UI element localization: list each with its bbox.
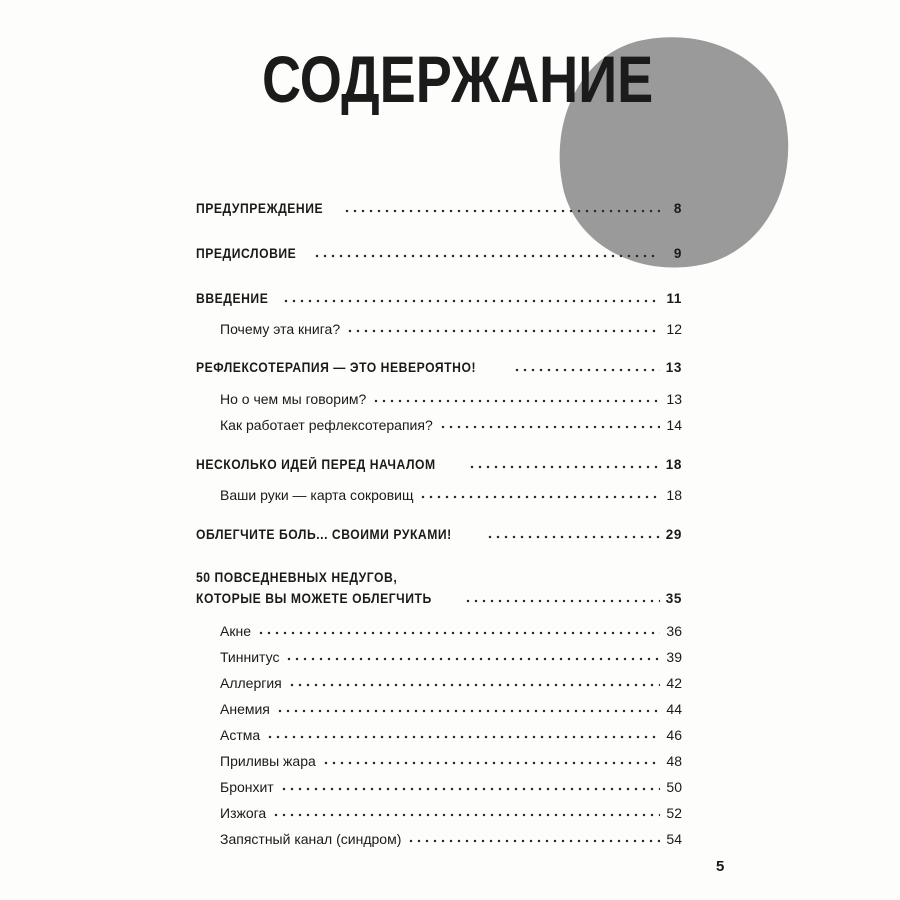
toc-entry xyxy=(196,314,682,338)
dot-leader xyxy=(513,367,660,373)
toc-entry-label: Аллергия xyxy=(220,675,282,691)
toc-entry-page: 54 xyxy=(666,831,682,847)
toc-entry-label: Изжога xyxy=(220,805,267,821)
toc-entry xyxy=(196,694,682,718)
toc-entry-label: Как работает рефлексотерапия? xyxy=(220,417,433,433)
toc-entry-page: 44 xyxy=(666,701,682,717)
toc-entry xyxy=(196,798,682,822)
toc-entry xyxy=(196,520,682,544)
dot-leader xyxy=(313,253,660,259)
toc-entry-label: РЕФЛЕКСОТЕРАПИЯ — ЭТО НЕВЕРОЯТНО! xyxy=(196,360,477,375)
dot-leader xyxy=(282,298,660,304)
toc-entry-label: КОТОРЫЕ ВЫ МОЖЕТЕ ОБЛЕГЧИТЬ xyxy=(196,591,432,606)
dot-leader xyxy=(272,812,660,818)
dot-leader xyxy=(346,328,660,334)
toc-entry xyxy=(196,746,682,770)
toc-entry xyxy=(196,824,682,848)
toc-entry-label: НЕСКОЛЬКО ИДЕЙ ПЕРЕД НАЧАЛОМ xyxy=(196,457,436,472)
dot-leader xyxy=(407,838,660,844)
toc-entry-page: 13 xyxy=(666,391,682,407)
toc-entry xyxy=(196,410,682,434)
toc-entry-label: Но о чем мы говорим? xyxy=(220,391,367,407)
toc-entry-page: 9 xyxy=(673,246,682,261)
toc-entry-label: ПРЕДУПРЕЖДЕНИЕ xyxy=(196,201,324,216)
toc-entry-page: 29 xyxy=(665,527,682,542)
toc-entry-page: 18 xyxy=(665,457,682,472)
dot-leader xyxy=(419,494,660,500)
dot-leader xyxy=(468,464,659,470)
toc-entry-page: 42 xyxy=(666,675,682,691)
dot-leader xyxy=(288,682,660,688)
toc-entry xyxy=(196,284,682,308)
toc-entry-page: 12 xyxy=(666,321,682,337)
toc-entry-page: 8 xyxy=(673,201,682,216)
toc-entry-label: Анемия xyxy=(220,701,270,717)
toc-entry-label-line1: 50 ПОВСЕДНЕВНЫХ НЕДУГОВ, xyxy=(196,570,398,585)
toc-entry xyxy=(196,642,682,666)
toc-entry-page: 52 xyxy=(666,805,682,821)
page-title: СОДЕРЖАНИЕ xyxy=(262,42,654,116)
toc-entry-page: 13 xyxy=(665,360,682,375)
toc-entry xyxy=(196,668,682,692)
toc-entry-label: Почему эта книга? xyxy=(220,321,341,337)
toc-entry-label: Бронхит xyxy=(220,779,274,795)
toc-entry-label: Астма xyxy=(220,727,261,743)
toc-entry-label: ВВЕДЕНИЕ xyxy=(196,291,269,306)
dot-leader xyxy=(464,598,660,604)
dot-leader xyxy=(285,656,660,662)
toc-entry-page: 46 xyxy=(666,727,682,743)
toc-entry-page: 11 xyxy=(666,291,682,306)
dot-leader xyxy=(280,786,660,792)
toc-entry-page: 36 xyxy=(666,623,682,639)
toc-entry-label: Акне xyxy=(220,623,251,639)
toc-entry xyxy=(196,720,682,744)
toc-entry xyxy=(196,384,682,408)
toc-entry-page: 35 xyxy=(665,591,682,606)
table-of-contents xyxy=(196,0,682,900)
dot-leader xyxy=(266,734,660,740)
dot-leader xyxy=(343,208,660,214)
toc-entry-page: 48 xyxy=(666,753,682,769)
toc-entry-page: 50 xyxy=(666,779,682,795)
toc-entry xyxy=(196,584,682,608)
toc-entry xyxy=(196,772,682,796)
toc-entry xyxy=(196,450,682,474)
dot-leader xyxy=(322,760,660,766)
toc-entry xyxy=(196,480,682,504)
toc-entry-label: Ваши руки — карта сокровищ xyxy=(220,487,414,503)
toc-entry xyxy=(196,194,682,218)
toc-entry-label: ОБЛЕГЧИТЕ БОЛЬ... СВОИМИ РУКАМИ! xyxy=(196,527,452,542)
dot-leader xyxy=(486,534,660,540)
toc-entry-page: 39 xyxy=(666,649,682,665)
toc-entry xyxy=(196,616,682,640)
toc-entry-label: Запястный канал (синдром) xyxy=(220,831,402,847)
dot-leader xyxy=(257,630,660,636)
dot-leader xyxy=(439,424,660,430)
toc-entry-page: 18 xyxy=(666,487,682,503)
toc-entry-label: Приливы жара xyxy=(220,753,316,769)
toc-entry-label: Тиннитус xyxy=(220,649,280,665)
toc-entry xyxy=(196,353,682,377)
toc-entry-label: ПРЕДИСЛОВИЕ xyxy=(196,246,297,261)
toc-entry xyxy=(196,239,682,263)
toc-entry-page: 14 xyxy=(666,417,682,433)
page-number: 5 xyxy=(716,858,725,875)
dot-leader xyxy=(372,398,660,404)
dot-leader xyxy=(276,708,660,714)
